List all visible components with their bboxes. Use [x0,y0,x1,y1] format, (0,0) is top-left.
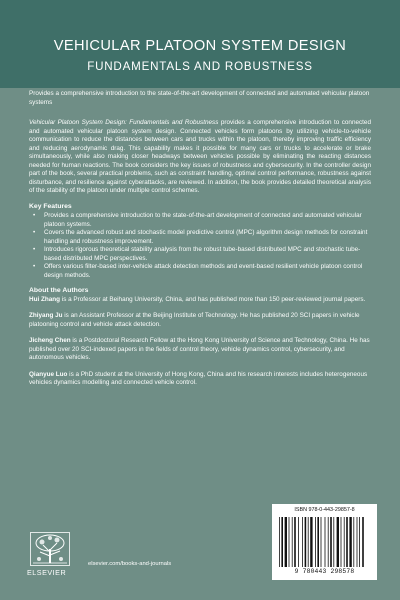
publisher-url: elsevier.com/books-and-journals [88,561,172,567]
author-bio-text: is an Assistant Professor at the Beijing Institute of Technology. He has published 20 SCI papers in vehicle platooning control and vehicle attack detection. [29,312,360,328]
author-bio [29,296,371,305]
author-bio-text: is a Postdoctoral Research Fellow at the Hong Kong University of Science and Technology, China. He has published over 20 SCI-indexed papers in the fields of control theory, vehicle dynamics control, cybersecurity, and autonomous vehicles. [29,337,370,361]
key-feature-item: • Offers various filter-based inter-vehicle attack detection methods and event-based resilient vehicle platoon control design methods. [29,263,371,280]
description-book-title: Vehicular Platoon System Design: Fundamentals and Robustness [29,119,219,126]
author-name: Qianyue Luo [29,370,68,378]
barcode-digits: 9 780443 298578 [294,568,355,575]
isbn-number: ISBN 978-0-443-29857-8 [294,507,355,513]
author-bio-text: is a Professor at Beihang University, China, and has published more than 150 peer-reviewed journal papers. [60,295,366,303]
author-bio-text: is a PhD student at the University of Hong Kong, China and his research interests includes heterogeneous vehicles dynamics modelling and connected vehicle control. [29,370,368,386]
description-text: provides a comprehensive introduction to connected and automated vehicular platoon system design. Connected vehicles form platoons by utilizing vehicle-to-vehicle communication to reduce the distances between cars and trucks within the platoon, thereby improving traffic efficiency and reducing aerodynamic drag. This capability makes it possible for many cars or trucks to accelerate or brake simultaneously, while also making closer headways between vehicles possible by eliminating the reacting distances needed for human reactions. The book considers the key issues of robustness and cybersecurity. In the controller design part of the book, several practical problems, such as constraint handling, optimal control performance, robustness against disturbance, and resilience against cyberattacks, are reviewed. In addition, the book provides detailed theoretical analysis of the stability of the platoon under multiple control schemes. [29,119,371,194]
key-feature-item: • Introduces rigorous theoretical stability analysis from the robust tube-based distributed MPC and stochastic tube-based distributed MPC perspectives. [29,246,371,263]
key-features-list [29,212,371,280]
isbn-barcode [272,504,377,580]
book-title: VEHICULAR PLATOON SYSTEM DESIGN [53,38,347,54]
author-name: Hui Zhang [29,295,61,303]
author-bio [29,312,371,329]
intro-blurb: Provides a comprehensive introduction to the state-of-the-art development of connected and automated vehicular platoon systems [29,90,370,106]
author-bio [29,371,371,388]
key-feature-item: • Covers the advanced robust and stochastic model predictive control (MPC) algorithm design methods for constraint handling and robustness improvement. [29,229,371,246]
publisher-name: ELSEVIER [27,568,67,577]
key-features-heading: Key Features [29,202,72,210]
author-bio [29,337,371,363]
description-paragraph [29,119,371,196]
back-cover-text [29,90,371,388]
about-authors-heading: About the Authors [29,287,89,294]
book-subtitle: FUNDAMENTALS AND ROBUSTNESS [87,60,313,73]
barcode-bars-icon [277,517,372,567]
key-feature-item: • Provides a comprehensive introduction to the state-of-the-art development of connected and automated vehicular platoon systems. [29,212,371,229]
author-name: Jicheng Chen [29,337,71,344]
author-name: Zhiyang Ju [29,312,63,319]
elsevier-tree-logo-icon [30,532,70,566]
cover-header-band [0,0,400,88]
